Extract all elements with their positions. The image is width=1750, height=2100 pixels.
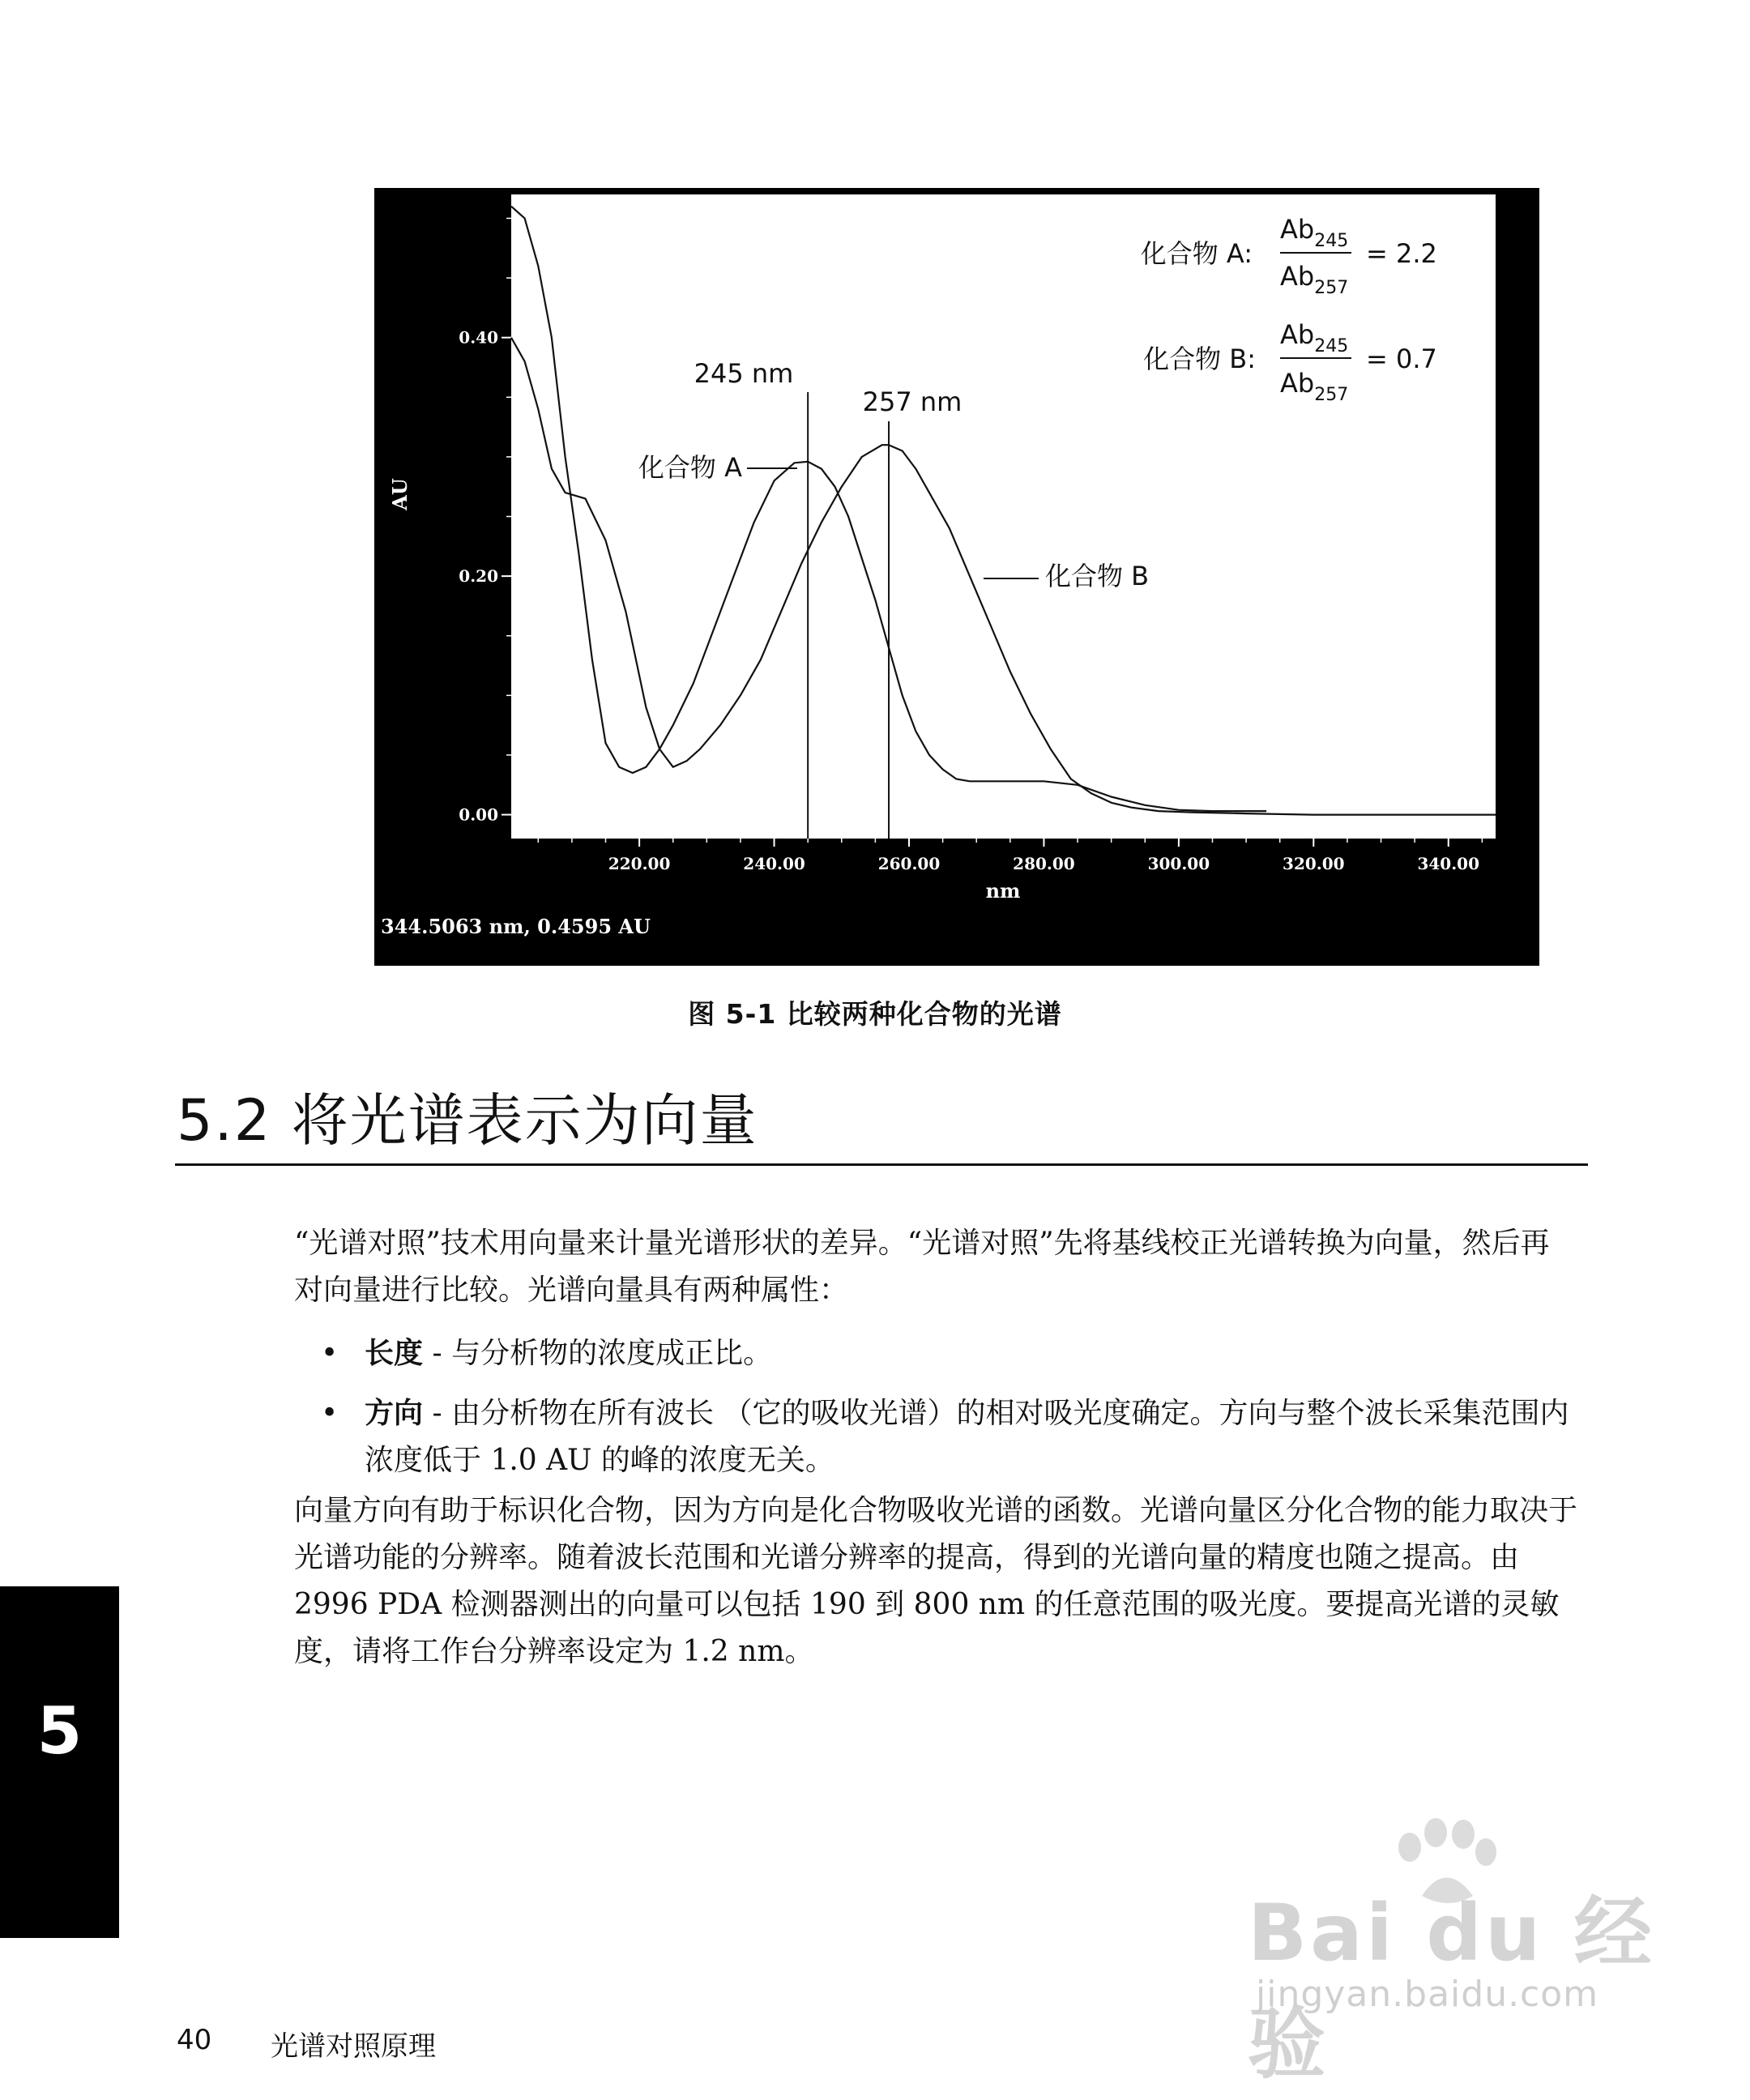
svg-text:Ab257: $Ab_{257}$ xyxy=(1280,368,1349,405)
page-number: 40 xyxy=(177,2024,212,2056)
section-heading: 5.2 将光谱表示为向量 xyxy=(177,1087,758,1154)
x-axis-title: nm xyxy=(985,879,1021,903)
bullet-dot: • xyxy=(321,1337,339,1370)
peak-b-label: 257 nm xyxy=(862,386,962,417)
x-tick-label: 280.00 xyxy=(1013,854,1075,873)
figure-caption: 图 5-1 比较两种化合物的光谱 xyxy=(688,998,1062,1030)
y-tick-label: 0.20 xyxy=(459,566,498,587)
svg-text:Ab245: $Ab_{245}$ xyxy=(1280,319,1349,356)
figure-bottom-band xyxy=(381,954,1533,966)
spectrum-figure xyxy=(369,188,1544,966)
chapter-tab-number: 5 xyxy=(36,1693,83,1769)
ratio-b-label: 化合物 B: xyxy=(1143,344,1256,374)
watermark-brand: Bai du 经验 xyxy=(1248,1888,1655,2089)
y-axis-title: AU xyxy=(388,478,412,510)
bullet-term: 长度 xyxy=(365,1337,424,1370)
svg-text:Ab257: $Ab_{257}$ xyxy=(1280,261,1349,298)
y-tick-label: 0.40 xyxy=(459,327,498,348)
x-tick-label: 240.00 xyxy=(743,854,805,873)
spectrum-chart xyxy=(369,188,1544,966)
ratio-a-value: = 2.2 xyxy=(1366,238,1437,269)
bullet-length xyxy=(321,1330,1578,1377)
bullet-text: - 由分析物在所有波长 （它的吸收光谱）的相对吸光度确定。方向与整个波长采集范围内浓度低于 1.0 AU 的峰的浓度无关。 xyxy=(365,1397,1569,1477)
ratio-a-label: 化合物 A: xyxy=(1140,238,1253,269)
bullet-direction xyxy=(321,1390,1578,1484)
heading-rule xyxy=(175,1163,1588,1166)
ratio-b-value: = 0.7 xyxy=(1366,344,1437,374)
svg-text:Ab245: $Ab_{245}$ xyxy=(1280,214,1349,251)
footer-chapter-title: 光谱对照原理 xyxy=(271,2030,436,2063)
cursor-readout: 344.5063 nm, 0.4595 AU xyxy=(381,915,651,938)
x-tick-label: 260.00 xyxy=(877,854,941,873)
body-paragraph: 向量方向有助于标识化合物，因为方向是化合物吸收光谱的函数。光谱向量区分化合物的能力取决于光谱功能的分辨率。随着波长范围和光谱分辨率的提高，得到的光谱向量的精度也随之提高。由 2996 PDA 检测器测出的向量可以包括 190 到 800 nm 的任意范围的吸光度。要提高光谱的灵敏度，请将工作台分辨率设定为 1.2 nm。 xyxy=(294,1494,1578,1668)
intro-paragraph: “光谱对照”技术用向量来计量光谱形状的差异。“光谱对照”先将基线校正光谱转换为向量，然后再对向量进行比较。光谱向量具有两种属性： xyxy=(294,1227,1550,1307)
peak-a-label: 245 nm xyxy=(694,358,794,389)
y-tick-label: 0.00 xyxy=(459,805,498,825)
bullet-dot: • xyxy=(321,1397,339,1430)
x-tick-label: 340.00 xyxy=(1417,854,1480,873)
baidu-watermark xyxy=(1248,1815,1669,2089)
compound-a-label: 化合物 A xyxy=(638,452,742,483)
x-tick-label: 300.00 xyxy=(1147,854,1210,873)
watermark-url: jingyan.baidu.com xyxy=(1256,1974,1599,2015)
compound-b-label: 化合物 B xyxy=(1045,561,1150,591)
bullet-text: - 与分析物的浓度成正比。 xyxy=(423,1337,773,1370)
x-tick-label: 220.00 xyxy=(608,854,671,873)
bullet-term: 方向 xyxy=(365,1397,424,1430)
x-tick-label: 320.00 xyxy=(1283,854,1345,873)
